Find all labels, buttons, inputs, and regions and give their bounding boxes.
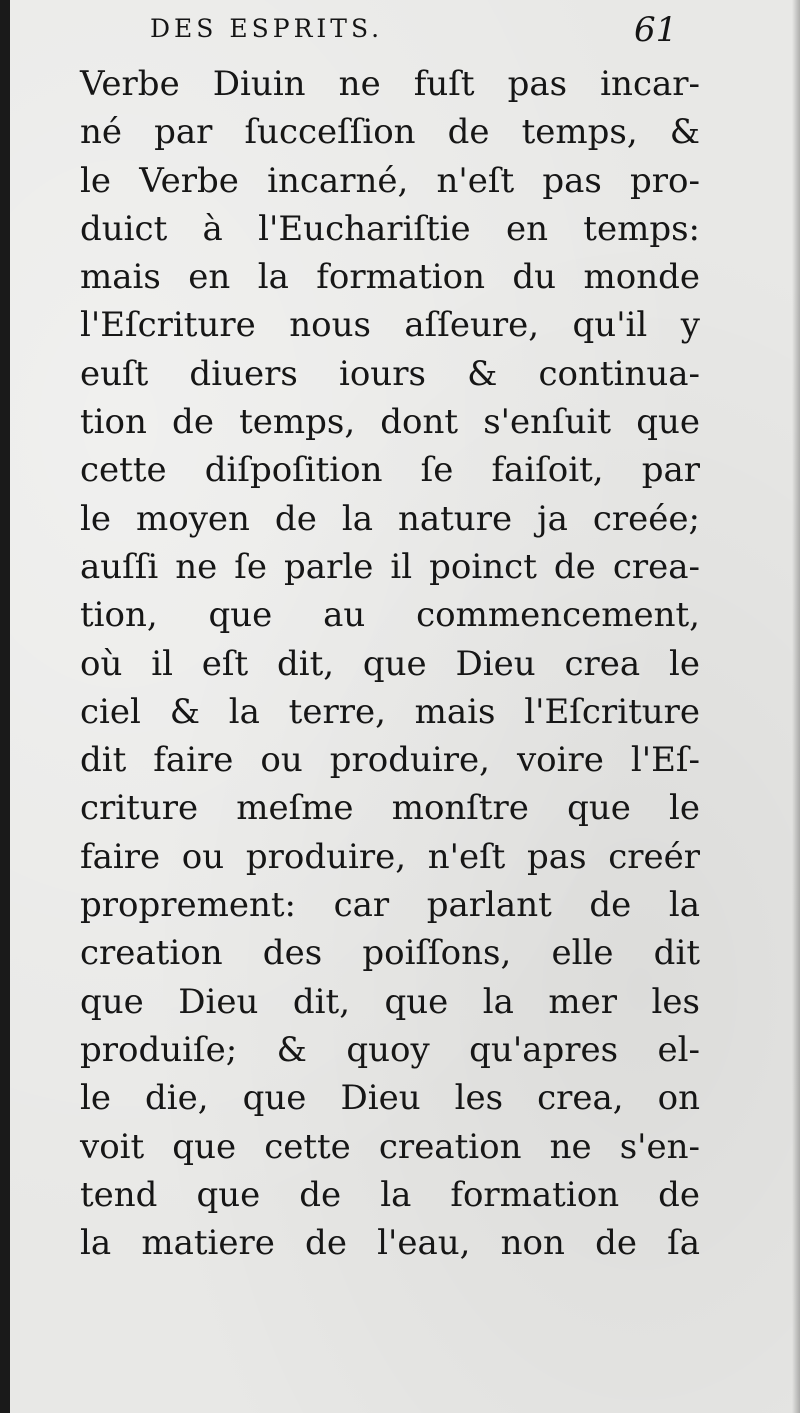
text-line: euſt diuers iours & continua- [80, 353, 700, 394]
text-line: tion de temps, dont s'enſuit que [80, 402, 700, 443]
text-line: duict à l'Euchariſtie en temps: [80, 208, 700, 249]
text-line: que Dieu dit, que la mer les [80, 981, 700, 1022]
page-right-edge-shadow [792, 0, 800, 1413]
page-number: 61 [634, 10, 678, 50]
page-left-edge-shadow [0, 0, 10, 1413]
text-line: auſſi ne ſe parle il poinct de crea- [80, 546, 700, 587]
text-line: le moyen de la nature ja creée; [80, 498, 700, 539]
text-line: proprement: car parlant de la [80, 885, 700, 926]
text-line: le Verbe incarné, n'eſt pas pro- [80, 160, 700, 201]
text-line: mais en la formation du monde [80, 257, 700, 298]
running-head: DES ESPRITS. [150, 14, 384, 43]
text-line: criture meſme monſtre que le [80, 788, 700, 829]
text-line: voit que cette creation ne s'en- [80, 1126, 700, 1167]
text-line: où il eſt dit, que Dieu crea le [80, 643, 700, 684]
text-line: la matiere de l'eau, non de ſa [80, 1223, 700, 1264]
text-line: l'Eſcriture nous aſſeure, qu'il y [80, 305, 700, 346]
body-text [80, 60, 700, 1267]
text-line: tion, que au commencement, [80, 595, 700, 636]
text-line: dit faire ou produire, voire l'Eſ- [80, 740, 700, 781]
text-line: né par ſucceſſion de temps, & [80, 112, 700, 153]
text-line: tend que de la formation de [80, 1174, 700, 1215]
text-line: creation des poiſſons, elle dit [80, 933, 700, 974]
text-line: cette diſpoſition ſe faiſoit, par [80, 450, 700, 491]
text-line: ciel & la terre, mais l'Eſcriture [80, 691, 700, 732]
text-line: faire ou produire, n'eſt pas creér [80, 836, 700, 877]
text-line: Verbe Diuin ne fuſt pas incar- [80, 64, 700, 104]
text-line: produiſe; & quoy qu'apres el- [80, 1029, 700, 1070]
text-line: le die, que Dieu les crea, on [80, 1078, 700, 1119]
